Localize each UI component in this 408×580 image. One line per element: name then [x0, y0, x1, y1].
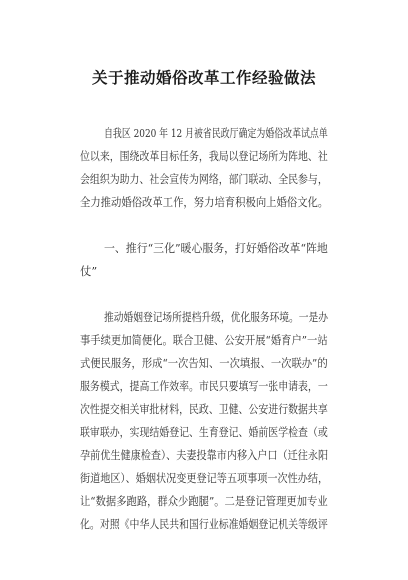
paragraph-line: 式便民服务，形成“一次告知、一次填报、一次联办”的	[80, 356, 328, 370]
section-heading-line: 仗”	[80, 264, 98, 278]
section-heading-line: 一、推行“三化”暖心服务，打好婚俗改革“阵地	[104, 241, 328, 255]
paragraph-line: 街道地区）、婚姻状况变更登记等五项事项一次性办结，	[80, 471, 329, 485]
paragraph-line: 让“数据多跑路，群众少跑腿”。二是登记管理更加专业	[80, 494, 328, 508]
paragraph-line: 会组织为助力、社会宣传为网络，部门联动、全民参与，	[80, 172, 328, 186]
paragraph-line: 事手续更加简便化。联合卫健、公安开展“婚育户”一站	[80, 333, 328, 347]
document-title: 关于推动婚俗改革工作经验做法	[91, 69, 316, 87]
paragraph-line: 次性提交相关审批材料，民政、卫健、公安进行数据共享	[80, 402, 328, 416]
paragraph-line: 服务模式，提高工作效率。市民只要填写一张申请表，一	[80, 379, 328, 393]
paragraph-line: 孕前优生健康检查）、夫妻投靠市内移入户口（迁往永阳	[80, 448, 329, 462]
paragraph-line: 位以来，围绕改革目标任务，我局以登记场所为阵地、社	[80, 149, 328, 163]
paragraph-line: 联审联办，实现结婚登记、生育登记、婚前医学检查（或	[80, 425, 328, 439]
paragraph-line: 自我区 2020 年 12 月被省民政厅确定为婚俗改革试点单	[104, 126, 328, 140]
paragraph-line: 全力推动婚俗改革工作，努力培育积极向上婚俗文化。	[80, 195, 329, 209]
paragraph-line: 推动婚姻登记场所提档升级，优化服务环境。一是办	[104, 310, 329, 324]
paragraph-line: 化。对照《中华人民共和国行业标准婚姻登记机关等级评	[80, 517, 328, 531]
